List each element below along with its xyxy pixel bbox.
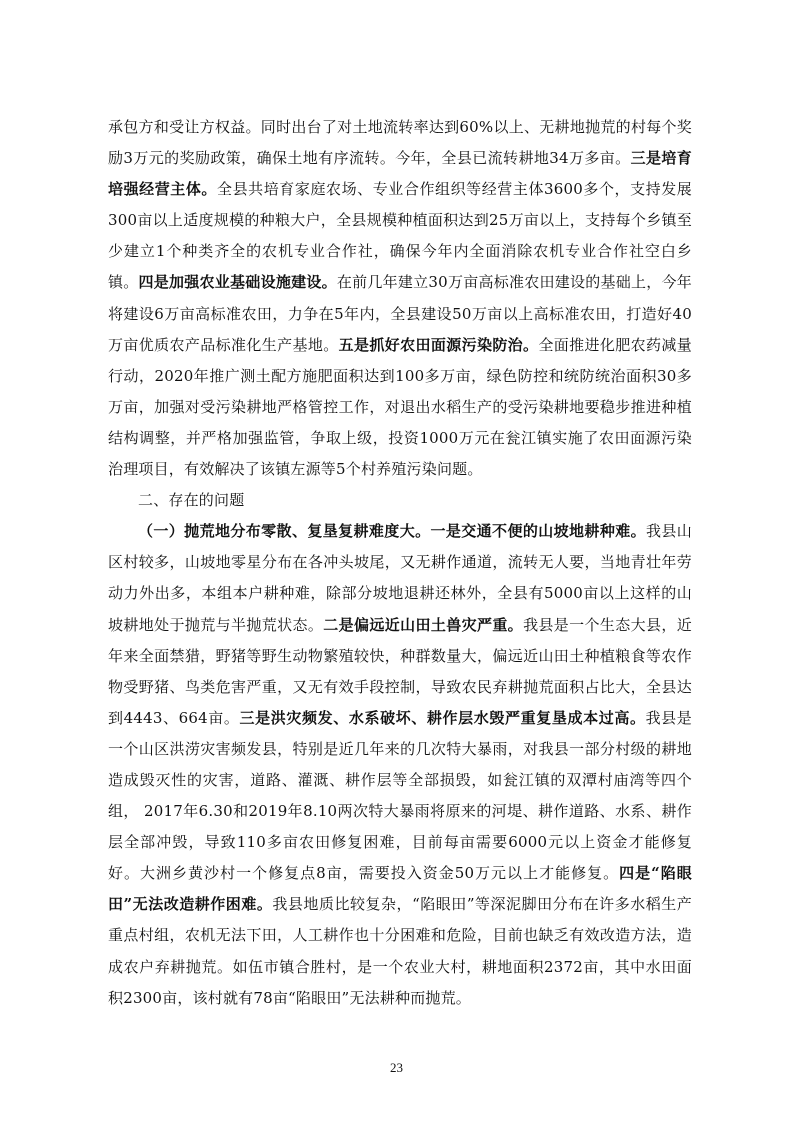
text-run: 在前几年建立30万亩高标准农田建设的基础上，今年将建设6万亩高标准农田，力争在5年内，全县建设50万亩以上高标准农田，打造好40万亩优质农产品标准化生产基地。 — [108, 273, 692, 354]
bold-phrase: 四是加强农业基础设施建设。 — [138, 273, 337, 292]
section-heading: 二、存在的问题 — [138, 491, 245, 510]
text-run: 承包方和受让方权益。同时出台了对土地流转率达到60%以上、无耕地抛荒的村每个奖励3万元的奖励政策，确保土地有序流转。今年，全县已流转耕地34万多亩。 — [108, 118, 692, 168]
bold-phrase: 二是偏远近山田土兽灾严重。 — [323, 615, 524, 634]
text-run: 我县山区村较多，山坡地零星分布在各冲头坡尾，又无耕作通道，流转无人要，当地青壮年劳动力外出多，本组本户耕种难，除部分坡地退耕还林外，全县有5000亩以上这样的山坡耕地处于抛荒与半抛荒状态。 — [108, 522, 692, 634]
bold-phrase: 三是洪灾频发、水系破坏、耕作层水毁严重复垦成本过高。 — [239, 708, 646, 727]
bold-phrase: （一）抛荒地分布零散、复垦复耕难度大。一是交通不便的山坡地耕种难。 — [138, 522, 646, 541]
text-run: 我县地质比较复杂，“陷眼田”等深泥脚田分布在许多水稻生产重点村组，农机无法下田，人工耕作也十分困难和危险，目前也缺乏有效改造方法，造成农户弃耕抛荒。如伍市镇合胜村，是一个农业大村，耕地面积2372亩，其中水田面积2300亩，该村就有78亩“陷眼田”无法耕种而抛荒。 — [108, 895, 692, 1007]
paragraph-problems — [108, 516, 692, 1014]
page-number: 23 — [390, 1060, 403, 1075]
bold-phrase: 四是“陷眼田”无法改造耕作困难。 — [108, 864, 692, 914]
text-run: 我县是一个山区洪涝灾害频发县，特别是近几年来的几次特大暴雨，对我县一部分村级的耕地造成毁灭性的灾害，道路、灌溉、耕作层等全部损毁，如瓮江镇的双潭村庙湾等四个组， 2017年6.30和2019年8.10两次特大暴雨将原来的河堤、耕作道路、水系、耕作层全部冲毁，导致110多亩农田修复困难，目前每亩需要6000元以上资金才能修复好。大洲乡黄沙村一个修复点8亩，需要投入资金50万元以上才能修复。 — [108, 708, 692, 883]
bold-phrase: 五是抓好农田面源污染防治。 — [338, 335, 539, 354]
body-text — [108, 112, 692, 1014]
paragraph-continued — [108, 112, 692, 485]
text-run: 我县是一个生态大县，近年来全面禁猎，野猪等野生动物繁殖较快，种群数量大，偏远近山田土种植粮食等农作物受野猪、鸟类危害严重，又无有效手段控制，导致农民弃耕抛荒面积占比大，全县达到4443、664亩。 — [108, 615, 692, 727]
text-run: 全面推进化肥农药减量行动，2020年推广测土配方施肥面积达到100多万亩，绿色防控和统防统治面积30多万亩，加强对受污染耕地严格管控工作，对退出水稻生产的受污染耕地要稳步推进种植结构调整，并严格加强监管，争取上级，投资1000万元在瓮江镇实施了农田面源污染治理项目，有效解决了该镇左源等5个村养殖污染问题。 — [108, 335, 692, 479]
bold-phrase: 三是培育培强经营主体。 — [108, 149, 692, 199]
text-run: 全县共培育家庭农场、专业合作组织等经营主体3600多个，支持发展300亩以上适度规模的种粮大户，全县规模种植面积达到25万亩以上，支持每个乡镇至少建立1个种类齐全的农机专业合作社，确保今年内全面消除农机专业合作社空白乡镇。 — [108, 180, 693, 292]
